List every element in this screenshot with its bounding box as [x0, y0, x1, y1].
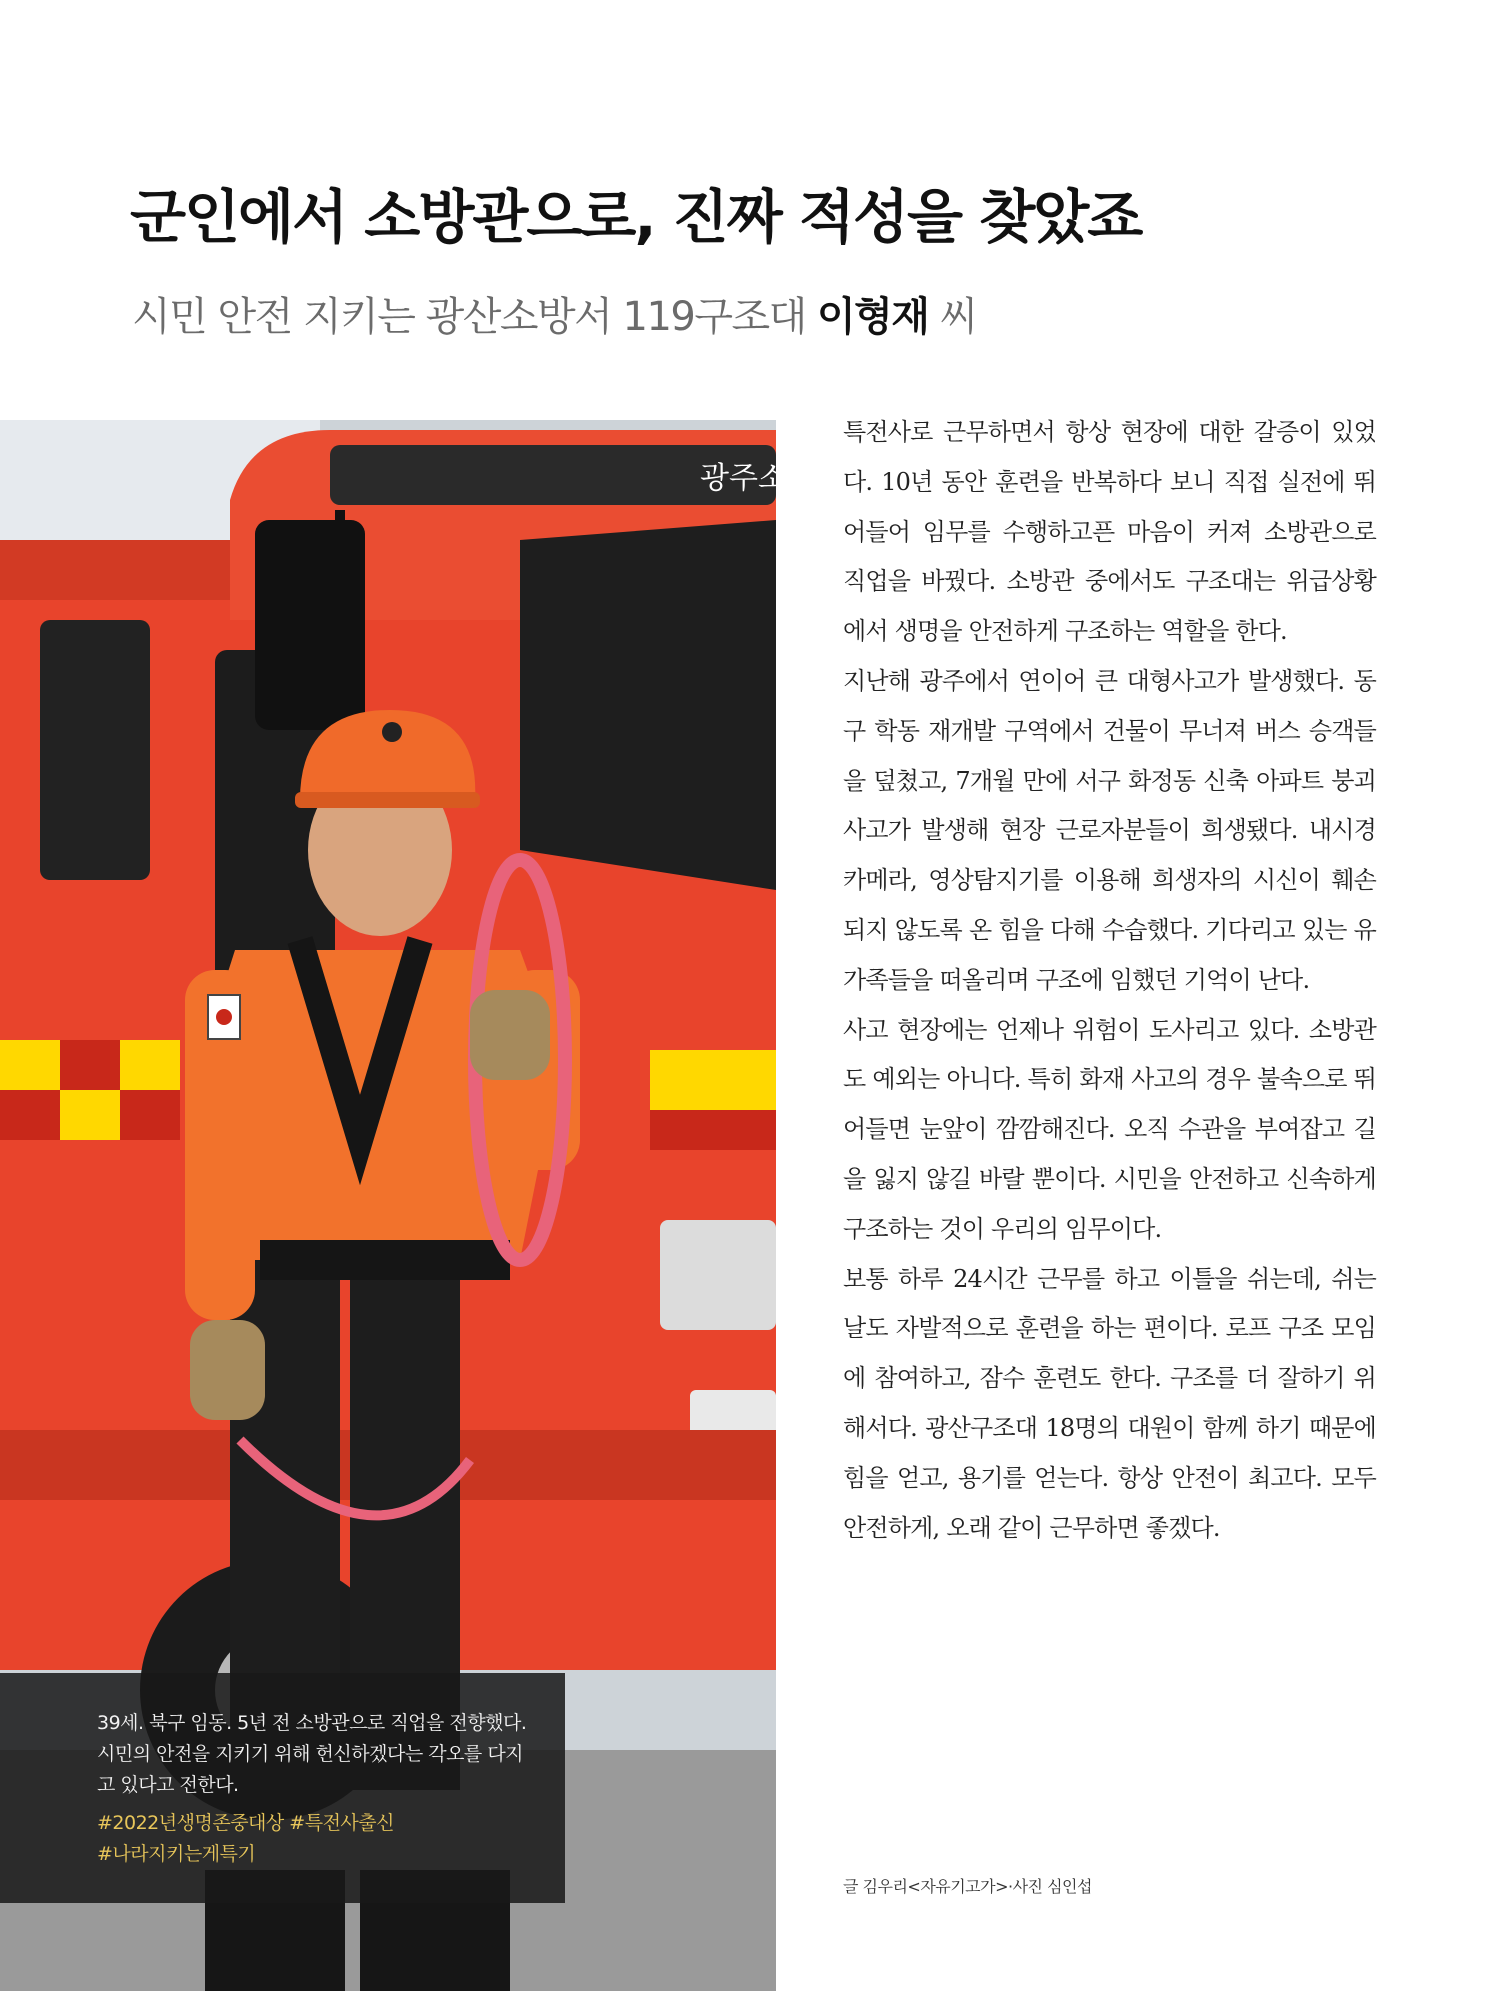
article-paragraph: 보통 하루 24시간 근무를 하고 이틀을 쉬는데, 쉬는 날도 자발적으로 훈련을 하는 편이다. 로프 구조 모임에 참여하고, 잠수 훈련도 한다. 구조를 더 잘하기 위해서다. 광산구조대 18명의 대원이 함께 하기 때문에 힘을 얻고, 용기를 얻는다. 항상 안전이 최고다. 모두 안전하게, 오래 같이 근무하면 좋겠다.: [843, 1264, 1376, 1542]
subtitle-prefix: 시민 안전 지키는 광산소방서 119구조대: [132, 294, 806, 340]
truck-lettering: 광주소: [700, 461, 787, 496]
article-paragraph: 지난해 광주에서 연이어 큰 대형사고가 발생했다. 동구 학동 재개발 구역에서 건물이 무너져 버스 승객들을 덮쳤고, 7개월 만에 서구 화정동 신축 아파트 붕괴사고가 발생해 현장 근로자분들이 희생됐다. 내시경 카메라, 영상탐지기를 이용해 희생자의 시신이 훼손되지 않도록 온 힘을 다해 수습했다. 기다리고 있는 유가족들을 떠올리며 구조에 임했던 기억이 난다.: [843, 666, 1376, 994]
article-paragraph: 특전사로 근무하면서 항상 현장에 대한 갈증이 있었다. 10년 동안 훈련을 반복하다 보니 직접 실전에 뛰어들어 임무를 수행하고픈 마음이 커져 소방관으로 직업을 바꿨다. 소방관 중에서도 구조대는 위급상황에서 생명을 안전하게 구조하는 역할을 한다.: [843, 418, 1376, 646]
tags-line-2: #나라지키는게특기: [97, 1843, 256, 1865]
page-title: 군인에서 소방관으로, 진짜 적성을 찾았죠: [130, 183, 1142, 251]
photo-caption: 39세. 북구 임동. 5년 전 소방관으로 직업을 전향했다. 시민의 안전을 지키기 위해 헌신하겠다는 각오를 다지고 있다고 전한다.: [97, 1712, 527, 1796]
subtitle-suffix: 씨: [939, 294, 977, 340]
subtitle-name: 이형재: [817, 294, 929, 340]
article-body: [843, 408, 1376, 1553]
article-credit: 글 김우리<자유기고가>·사진 심인섭: [843, 1877, 1092, 1896]
article-paragraph: 사고 현장에는 언제나 위험이 도사리고 있다. 소방관도 예외는 아니다. 특히 화재 사고의 경우 불속으로 뛰어들면 눈앞이 깜깜해진다. 오직 수관을 부여잡고 길을 잃지 않길 바랄 뿐이다. 시민을 안전하고 신속하게 구조하는 것이 우리의 임무이다.: [843, 1015, 1376, 1243]
tags-line-1: #2022년생명존중대상 #특전사출신: [97, 1812, 394, 1834]
photo-tags: [97, 1808, 537, 1870]
page-subtitle: [132, 285, 1392, 342]
